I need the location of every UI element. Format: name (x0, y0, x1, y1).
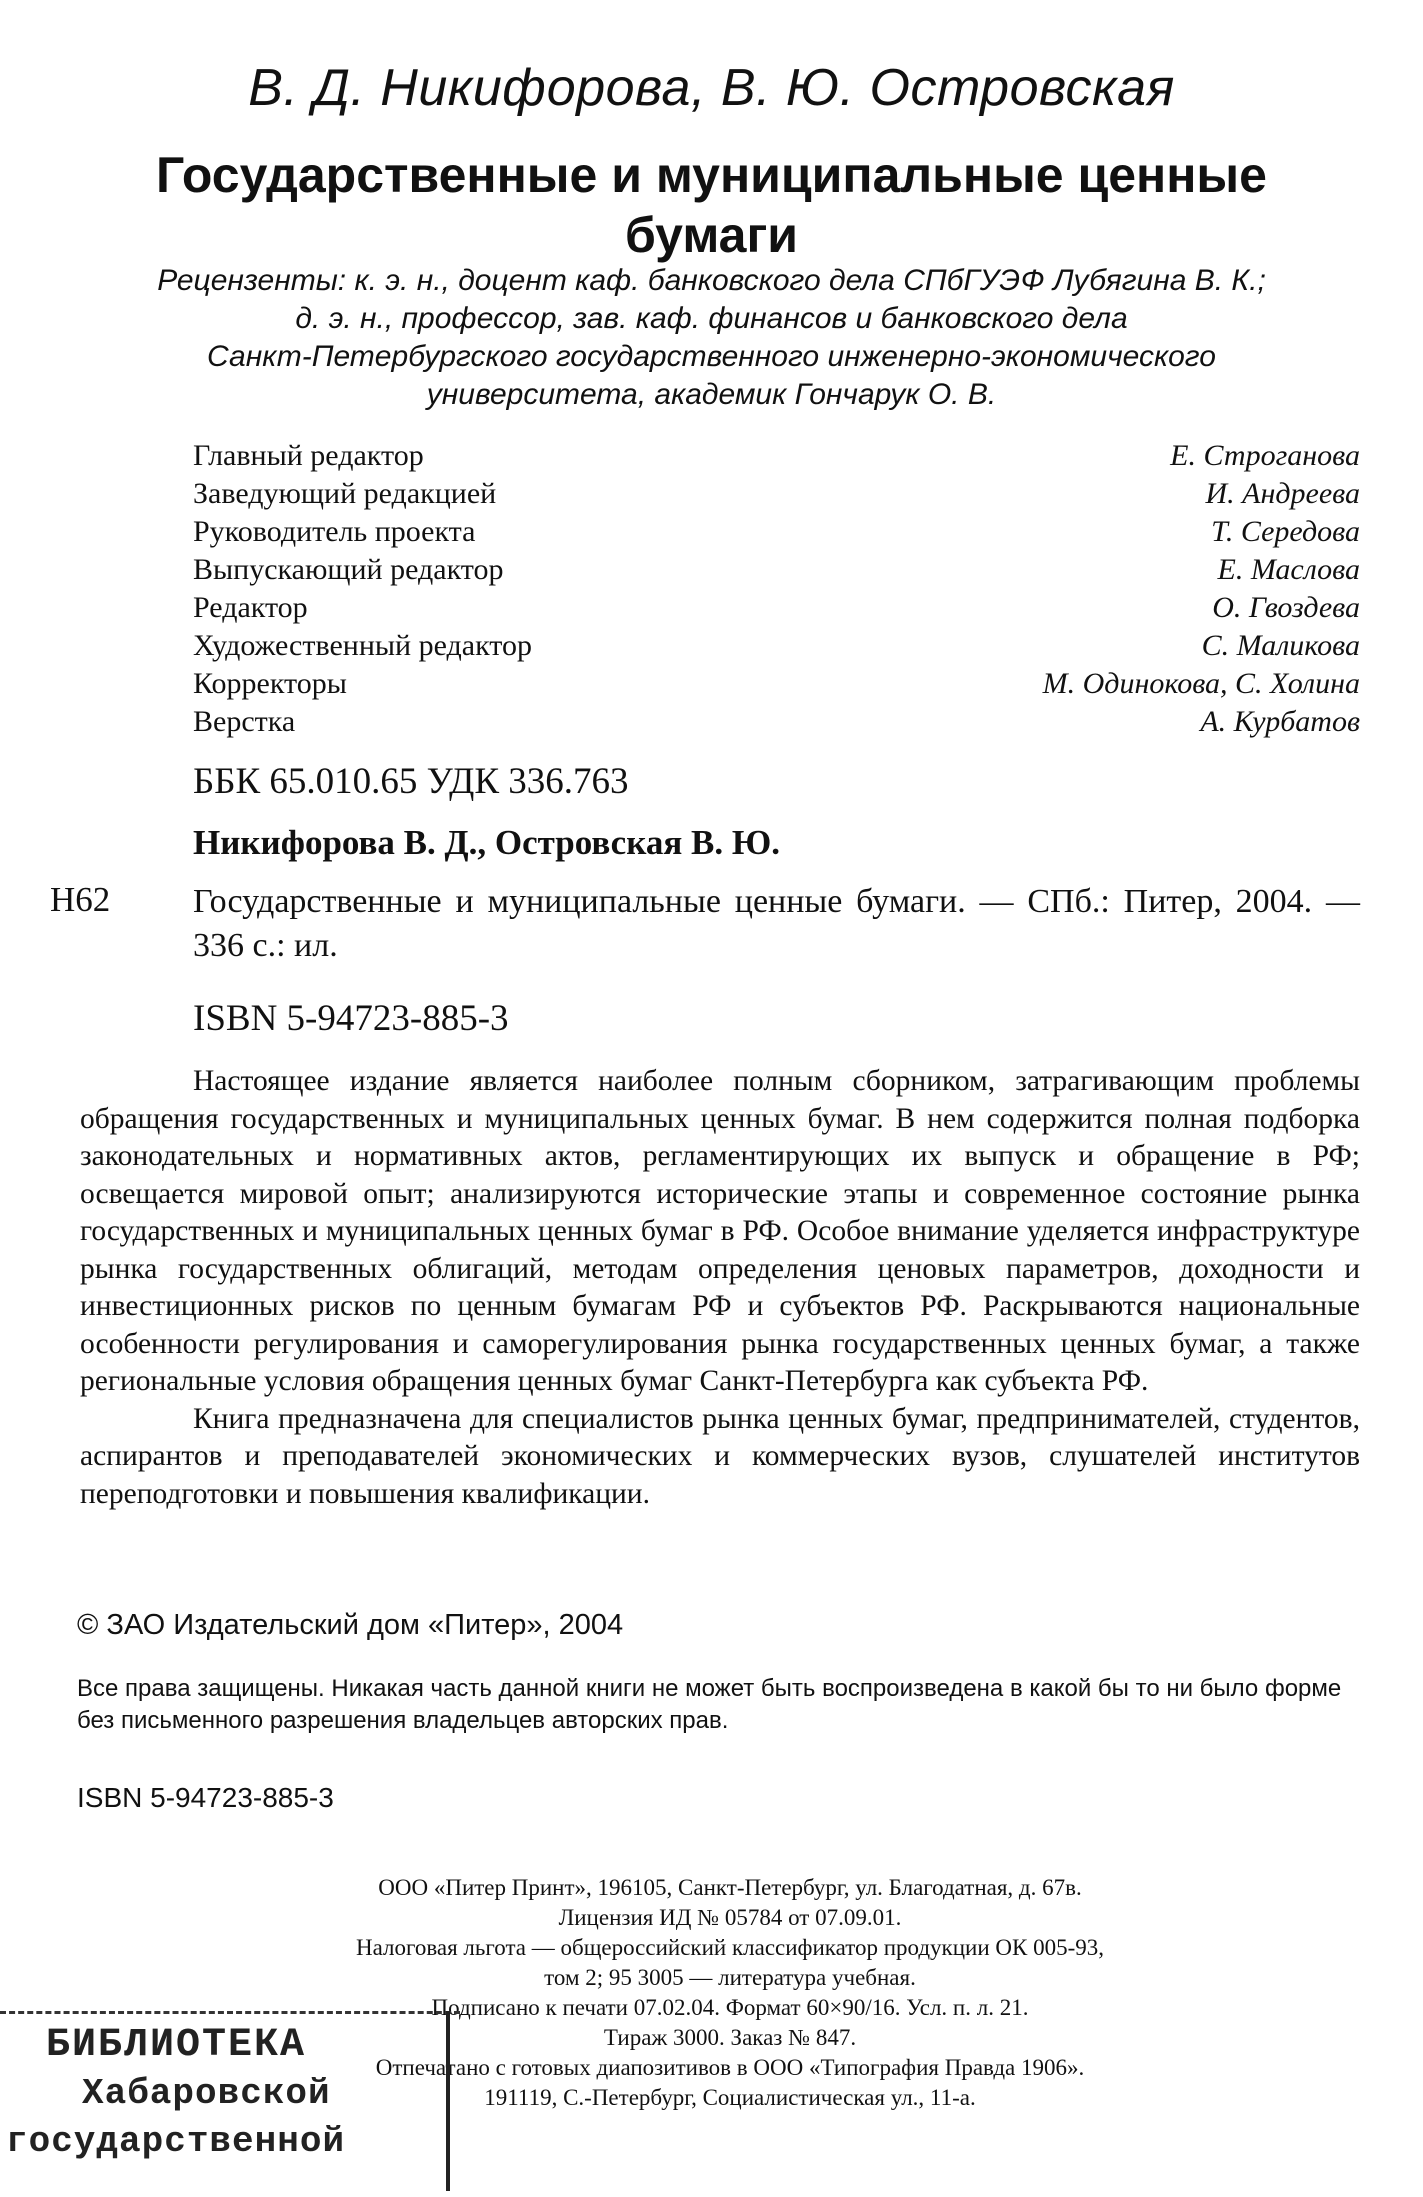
isbn-main: ISBN 5-94723-885-3 (193, 998, 509, 1039)
reviewers-line: Рецензенты: к. э. н., доцент каф. банковского дела СПбГУЭФ Лубягина В. К.; (157, 264, 1266, 297)
reviewers (60, 262, 1363, 414)
abstract-paragraph: Настоящее издание является наиболее полным сборником, затрагивающим проблемы обращения государственных и муниципальных ценных бумаг. В нем содержится полная подборка законодательных и нормативных актов, регламентирующих их выпуск и обращение в РФ; освещается мировой опыт; анализируются исторические этапы и современное состояние рынка государственных и муниципальных ценных бумаг в РФ. Особое внимание уделяется инфраструктуре рынка государственных облигаций, методам определения ценовых параметров, доходности и инвестиционных рисков по ценным бумагам РФ и субъектов РФ. Раскрываются национальные особенности регулирования и саморегулирования рынка государственных ценных бумаг, а также региональные условия обращения ценных бумаг Санкт-Петербурга как субъекта РФ. (80, 1065, 1360, 1397)
staff-row (193, 551, 1360, 589)
book-title-line: бумаги (624, 207, 799, 263)
reviewers-line: Санкт-Петербургского государственного инженерно-экономического (207, 340, 1216, 373)
staff-name: И. Андреева (1205, 477, 1360, 510)
staff-role: Выпускающий редактор (193, 553, 504, 586)
staff-name: О. Гвоздева (1212, 591, 1360, 624)
imprint-line: том 2; 95 3005 — литература учебная. (544, 1965, 916, 1990)
imprint-line: Отпечатано с готовых диапозитивов в ООО «Типография Правда 1906». (375, 2055, 1085, 2080)
staff-role: Корректоры (193, 667, 347, 700)
staff-row (193, 665, 1360, 703)
stamp-line: БИБЛИОТЕКА (46, 2023, 307, 2068)
staff-name: А. Курбатов (1200, 705, 1360, 738)
imprint-line: Подписано к печати 07.02.04. Формат 60×90/16. Усл. п. л. 21. (431, 1995, 1029, 2020)
imprint-line: Тираж 3000. Заказ № 847. (603, 2025, 857, 2050)
imprint-line: 191119, С.-Петербург, Социалистическая ул., 11-а. (484, 2085, 976, 2110)
rights-notice: Все права защищены. Никакая часть данной книги не может быть воспроизведена в какой бы то ни было форме без письменного разрешения владельцев авторских прав. (77, 1675, 1342, 1734)
imprint-line: Налоговая льгота — общероссийский классификатор продукции ОК 005-93, (355, 1935, 1105, 1960)
editorial-staff (193, 437, 1360, 741)
staff-row (193, 513, 1360, 551)
abstract (80, 1063, 1360, 1513)
staff-row (193, 703, 1360, 741)
isbn-second: ISBN 5-94723-885-3 (77, 1782, 334, 1813)
author-sign-code: Н62 (50, 880, 111, 919)
stamp-line: государственной (6, 2121, 346, 2162)
staff-role: Руководитель проекта (193, 515, 476, 548)
catalog-title: Государственные и муниципальные ценные бумаги. — СПб.: Питер, 2004. — 336 с.: ил. (193, 883, 1360, 964)
staff-name: Е. Маслова (1217, 553, 1360, 586)
imprint-line: ООО «Питер Принт», 196105, Санкт-Петербург, ул. Благодатная, д. 67в. (378, 1875, 1082, 1900)
staff-row (193, 475, 1360, 513)
reviewers-line: университета, академик Гончарук О. В. (426, 378, 997, 411)
staff-role: Заведующий редакцией (193, 477, 497, 510)
staff-name: Е. Строганова (1170, 439, 1360, 472)
abstract-paragraph: Книга предназначена для специалистов рынка ценных бумаг, предпринимателей, студентов, аспирантов и преподавателей экономических и коммерческих вузов, слушателей институтов переподготовки и повышения квалификации. (80, 1402, 1360, 1510)
staff-name: С. Маликова (1201, 629, 1360, 662)
book-title-line: Государственные и муниципальные ценные (156, 147, 1267, 203)
authors: В. Д. Никифорова, В. Ю. Островская (248, 59, 1175, 117)
imprint-line: Лицензия ИД № 05784 от 07.09.01. (558, 1905, 902, 1930)
stamp-line: Хабаровской (82, 2073, 331, 2114)
staff-row (193, 437, 1360, 475)
staff-role: Верстка (193, 705, 296, 738)
staff-role: Редактор (193, 591, 308, 624)
copyright-notice: © ЗАО Издательский дом «Питер», 2004 (77, 1609, 624, 1641)
staff-row (193, 627, 1360, 665)
catalog-author: Никифорова В. Д., Островская В. Ю. (193, 823, 781, 862)
staff-role: Главный редактор (193, 439, 424, 472)
staff-name: М. Одинокова, С. Холина (1042, 667, 1360, 700)
bbk-udk-codes: ББК 65.010.65 УДК 336.763 (193, 761, 629, 802)
reviewers-line: д. э. н., профессор, зав. каф. финансов и банковского дела (295, 302, 1128, 335)
stamp-border (446, 2011, 450, 2191)
stamp-border (0, 2011, 460, 2014)
staff-row (193, 589, 1360, 627)
staff-role: Художественный редактор (193, 629, 532, 662)
library-stamp (0, 2003, 470, 2197)
staff-name: Т. Середова (1211, 515, 1360, 548)
book-title (120, 145, 1303, 265)
